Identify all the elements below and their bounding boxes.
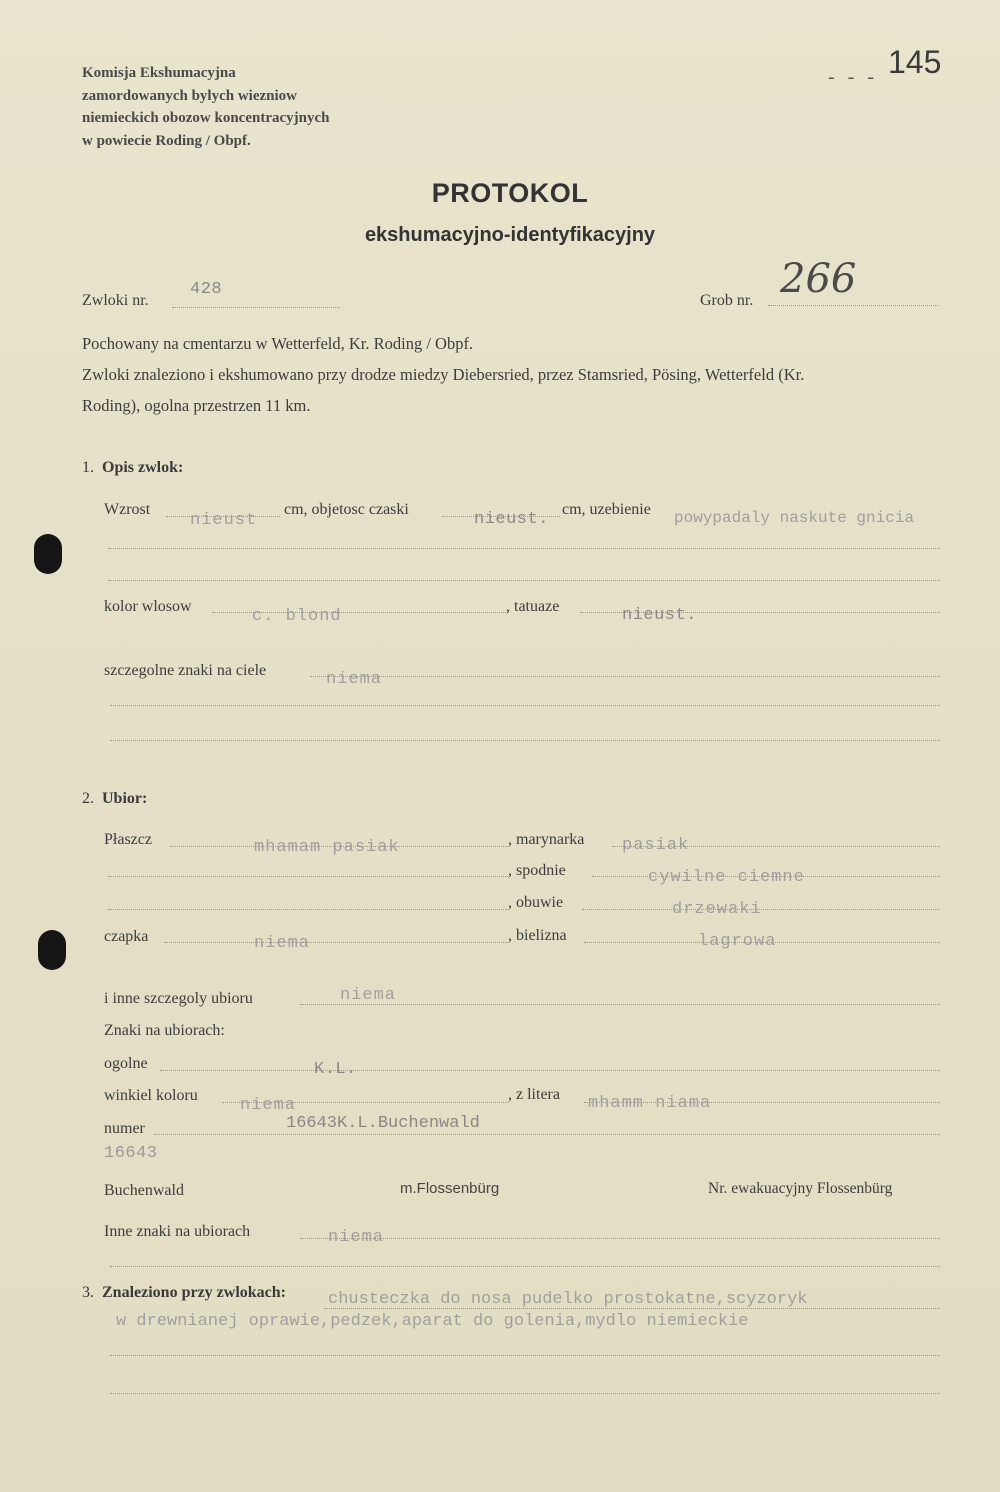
section-3-title: Znaleziono przy zwlokach: <box>102 1284 286 1301</box>
znaleziono-dotted-line-2 <box>110 1355 940 1356</box>
z-litera-value: mhamm niama <box>588 1094 712 1113</box>
czapka-dotted-line <box>164 942 508 943</box>
z-litera-label: , z litera <box>508 1086 560 1103</box>
grob-value: 266 <box>780 256 857 302</box>
section-1-title: Opis zwlok: <box>102 459 184 476</box>
punch-hole-bottom <box>38 930 66 970</box>
spodnie-label: , spodnie <box>508 862 566 879</box>
punch-hole-top <box>34 534 62 574</box>
bielizna-value: lagrowa <box>698 932 777 951</box>
znaleziono-line-1: chusteczka do nosa pudelko prostokatne,scyzoryk <box>328 1290 808 1309</box>
czapka-value: niema <box>254 934 311 953</box>
intro-line-3: Roding), ogolna przestrzen 11 km. <box>82 396 311 415</box>
section-3-number: 3. <box>82 1284 94 1301</box>
opis-dotted-line-2 <box>108 580 940 581</box>
plaszcz-label: Płaszcz <box>104 831 152 848</box>
ubior-dotted-line-2 <box>108 909 508 910</box>
intro-line-2: Zwloki znaleziono i ekshumowano przy drodze miedzy Diebersried, przez Stamsried, Pösing, Wetterfeld (Kr. <box>82 365 805 384</box>
document-subtitle: ekshumacyjno-identyfikacyjny <box>364 224 656 246</box>
inne-znaki-dotted-line <box>300 1238 940 1239</box>
znaleziono-dotted-line-1 <box>324 1308 940 1309</box>
section-1-heading <box>82 459 183 477</box>
znaki-na-ciele-label: szczegolne znaki na ciele <box>104 662 267 679</box>
ogolne-label: ogolne <box>104 1055 148 1072</box>
document-title: PROTOKOL <box>431 178 589 208</box>
znaleziono-line-2: w drewnianej oprawie,pedzek,aparat do golenia,mydlo niemieckie <box>116 1312 749 1331</box>
znaki-na-ubiorach-title: Znaki na ubiorach: <box>104 1022 225 1039</box>
cm-uzebienie-label: cm, uzebienie <box>562 501 651 518</box>
tatuaze-value: nieust. <box>622 606 697 625</box>
header-line-4: w powiecie Roding / Obpf. <box>82 132 251 149</box>
ubior-dotted-line-end <box>110 1266 940 1267</box>
znaki-dotted-line-2 <box>110 705 940 706</box>
marynarka-value: pasiak <box>622 836 690 855</box>
numer-value-2: 16643 <box>104 1144 158 1163</box>
page-number-dash: - - - <box>828 66 878 88</box>
bielizna-label: , bielizna <box>508 927 567 944</box>
section-1-number: 1. <box>82 459 94 476</box>
buchenwald-label: Buchenwald <box>104 1182 184 1199</box>
zwloki-label: Zwloki nr. <box>82 292 149 309</box>
czaska-value: nieust. <box>474 510 549 529</box>
plaszcz-value: mhamam pasiak <box>254 838 400 857</box>
czapka-label: czapka <box>104 928 149 945</box>
wzrost-value: nieust <box>190 511 258 530</box>
grob-dotted-line <box>768 305 938 306</box>
wzrost-label: Wzrost <box>104 501 151 518</box>
inne-znaki-value: niema <box>328 1228 385 1247</box>
numer-label: numer <box>104 1120 145 1137</box>
znaki-ciele-dotted-line <box>310 676 940 677</box>
obuwie-value: drzewaki <box>672 900 762 919</box>
commission-header <box>82 62 329 152</box>
obuwie-label: , obuwie <box>508 894 564 911</box>
header-line-2: zamordowanych bylych wiezniow <box>82 87 297 104</box>
section-2-number: 2. <box>82 790 94 807</box>
spodnie-value: cywilne ciemne <box>648 868 805 887</box>
ubior-dotted-line-1 <box>108 876 508 877</box>
cm-objetosc-label: cm, objetosc czaski <box>284 501 409 518</box>
intro-line-1: Pochowany na cmentarzu w Wetterfeld, Kr. Roding / Obpf. <box>82 334 474 353</box>
zwloki-dotted-line <box>172 307 340 308</box>
grob-label: Grob nr. <box>700 292 754 309</box>
flossenburg-value: m.Flossenbürg <box>400 1180 500 1197</box>
inne-znaki-label: Inne znaki na ubiorach <box>104 1223 251 1240</box>
winkiel-value: niema <box>240 1096 297 1115</box>
header-line-3: niemieckich obozow koncentracyjnych <box>82 110 330 126</box>
section-2-title: Ubior: <box>102 790 148 807</box>
numer-dotted-line <box>154 1134 940 1135</box>
znaki-na-ciele-value: niema <box>326 670 383 689</box>
ewakuacyjny-label: Nr. ewakuacyjny Flossenbürg <box>708 1180 893 1197</box>
zwloki-value: 428 <box>190 280 223 299</box>
uzebienie-value: powypadaly naskute gnicia <box>674 509 915 527</box>
header-line-1: Komisja Ekshumacyjna <box>82 65 236 81</box>
inne-szczegoly-label: i inne szczegoly ubioru <box>104 990 253 1007</box>
znaleziono-dotted-line-3 <box>110 1393 940 1394</box>
marynarka-label: , marynarka <box>508 831 585 848</box>
page-number: 145 <box>888 44 942 80</box>
ogolne-value: K.L. <box>314 1060 357 1079</box>
tatuaze-label: , tatuaze <box>506 598 560 615</box>
winkiel-label: winkiel koloru <box>104 1087 198 1104</box>
inne-szczegoly-value: niema <box>340 986 397 1005</box>
numer-value: 16643K.L.Buchenwald <box>286 1114 480 1133</box>
section-3-heading <box>82 1284 286 1302</box>
opis-dotted-line-1 <box>108 548 940 549</box>
section-2-heading <box>82 790 147 808</box>
znaki-dotted-line-3 <box>110 740 940 741</box>
kolor-wlosow-value: c. blond <box>252 607 342 626</box>
ogolne-dotted-line <box>160 1070 940 1071</box>
kolor-wlosow-label: kolor wlosow <box>104 598 192 615</box>
